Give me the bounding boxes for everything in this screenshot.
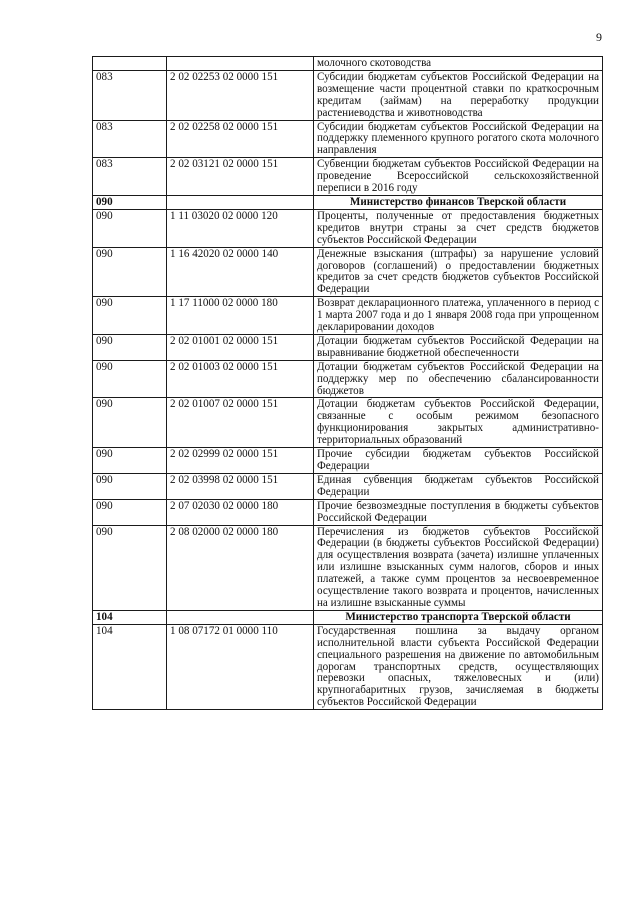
revenue-code-cell: 1 08 07172 01 0000 110	[167, 624, 314, 709]
admin-code-cell: 083	[93, 70, 167, 120]
table-row	[93, 398, 603, 448]
revenue-name-cell: Проценты, полученные от предоставления бюджетных кредитов внутри страны за счет средств бюджетов субъектов Российской Федерации	[314, 209, 603, 247]
revenue-name-cell: Дотации бюджетам субъектов Российской Федерации на поддержку мер по обеспечению сбалансированности бюджетов	[314, 360, 603, 398]
admin-code-cell: 090	[93, 525, 167, 610]
admin-code-cell: 090	[93, 297, 167, 335]
table-row	[93, 297, 603, 335]
admin-code-cell: 090	[93, 473, 167, 499]
page-number: 9	[596, 30, 602, 44]
revenue-code-cell: 2 02 01003 02 0000 151	[167, 360, 314, 398]
admin-code-cell: 090	[93, 334, 167, 360]
revenue-code-cell	[167, 57, 314, 71]
table-row	[93, 247, 603, 297]
admin-code-cell: 090	[93, 195, 167, 209]
table-body	[93, 57, 603, 710]
revenue-name-cell: Субвенции бюджетам субъектов Российской Федерации на проведение Всероссийской сельскохозяйственной переписи в 2016 году	[314, 158, 603, 196]
revenue-name-cell: Прочие безвозмездные поступления в бюджеты субъектов Российской Федерации	[314, 499, 603, 525]
revenue-code-cell: 2 02 03998 02 0000 151	[167, 473, 314, 499]
revenue-name-cell: Дотации бюджетам субъектов Российской Федерации, связанные с особым режимом безопасного функционирования закрытых административно-территориальных образований	[314, 398, 603, 448]
revenue-code-cell	[167, 195, 314, 209]
revenue-name-cell: Субсидии бюджетам субъектов Российской Федерации на возмещение части процентной ставки по краткосрочным кредитам (займам) на переработку продукции растениеводства и животноводства	[314, 70, 603, 120]
revenue-name-cell: молочного скотоводства	[314, 57, 603, 71]
revenue-name-cell: Министерство транспорта Тверской области	[314, 610, 603, 624]
table-row	[93, 525, 603, 610]
admin-code-cell: 090	[93, 398, 167, 448]
admin-code-cell: 104	[93, 610, 167, 624]
revenue-code-cell: 2 08 02000 02 0000 180	[167, 525, 314, 610]
revenue-name-cell: Субсидии бюджетам субъектов Российской Федерации на поддержку племенного крупного рогатого скота молочного направления	[314, 120, 603, 158]
revenue-code-cell: 2 02 01007 02 0000 151	[167, 398, 314, 448]
revenue-code-cell: 2 02 03121 02 0000 151	[167, 158, 314, 196]
table-row	[93, 57, 603, 71]
budget-revenue-table	[92, 56, 603, 710]
admin-code-cell: 083	[93, 158, 167, 196]
revenue-name-cell: Денежные взыскания (штрафы) за нарушение условий договоров (соглашений) о предоставлении бюджетных кредитов за счет средств бюджетов субъектов Российской Федерации	[314, 247, 603, 297]
revenue-code-cell: 1 16 42020 02 0000 140	[167, 247, 314, 297]
admin-code-cell: 083	[93, 120, 167, 158]
revenue-name-cell: Государственная пошлина за выдачу органом исполнительной власти субъекта Российской Федерации специального разрешения на движение по автомобильным дорогам транспортных средств, осуществляющих перевозки опасных, тяжеловесных и (или) крупногабаритных грузов, зачисляемая в бюджеты субъектов Российской Федерации	[314, 624, 603, 709]
revenue-code-cell: 2 02 02253 02 0000 151	[167, 70, 314, 120]
revenue-code-cell	[167, 610, 314, 624]
admin-code-cell: 104	[93, 624, 167, 709]
table-row	[93, 499, 603, 525]
revenue-code-cell: 1 17 11000 02 0000 180	[167, 297, 314, 335]
revenue-name-cell: Возврат декларационного платежа, уплаченного в период с 1 марта 2007 года и до 1 января 2008 года при упрощенном декларировании доходов	[314, 297, 603, 335]
table-row	[93, 624, 603, 709]
revenue-name-cell: Дотации бюджетам субъектов Российской Федерации на выравнивание бюджетной обеспеченности	[314, 334, 603, 360]
revenue-code-cell: 2 02 02999 02 0000 151	[167, 448, 314, 474]
admin-code-cell: 090	[93, 448, 167, 474]
table-row	[93, 448, 603, 474]
section-header-row	[93, 610, 603, 624]
section-header-row	[93, 195, 603, 209]
admin-code-cell: 090	[93, 247, 167, 297]
table-row	[93, 209, 603, 247]
admin-code-cell: 090	[93, 360, 167, 398]
revenue-name-cell: Министерство финансов Тверской области	[314, 195, 603, 209]
table-row	[93, 158, 603, 196]
admin-code-cell: 090	[93, 209, 167, 247]
revenue-name-cell: Перечисления из бюджетов субъектов Российской Федерации (в бюджеты субъектов Российской Федерации) для осуществления возврата (зачета) излишне уплаченных или излишне взысканных сумм налогов, сборов и иных платежей, а также сумм процентов за несвоевременное осуществление такого возврата и процентов, начисленных на излишне взысканные суммы	[314, 525, 603, 610]
table-row	[93, 70, 603, 120]
table-row	[93, 360, 603, 398]
revenue-code-cell: 2 02 02258 02 0000 151	[167, 120, 314, 158]
revenue-name-cell: Единая субвенция бюджетам субъектов Российской Федерации	[314, 473, 603, 499]
revenue-code-cell: 2 02 01001 02 0000 151	[167, 334, 314, 360]
admin-code-cell: 090	[93, 499, 167, 525]
revenue-name-cell: Прочие субсидии бюджетам субъектов Российской Федерации	[314, 448, 603, 474]
admin-code-cell	[93, 57, 167, 71]
revenue-code-cell: 2 07 02030 02 0000 180	[167, 499, 314, 525]
table-row	[93, 334, 603, 360]
revenue-code-cell: 1 11 03020 02 0000 120	[167, 209, 314, 247]
table-row	[93, 120, 603, 158]
table-row	[93, 473, 603, 499]
